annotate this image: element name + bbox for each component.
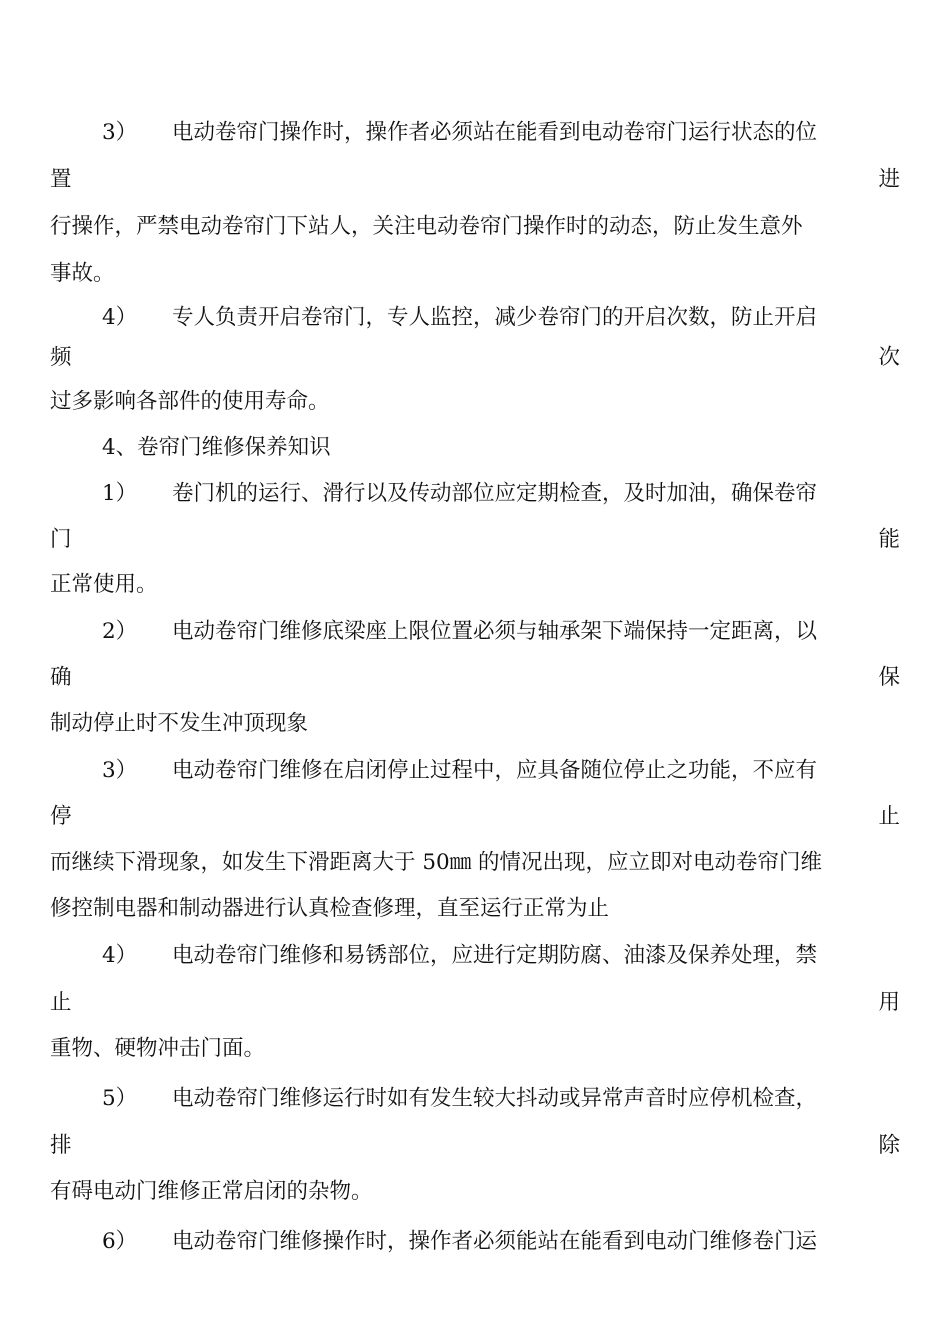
item-text: 电动卷帘门操作时，操作者必须站在能看到电动卷帘门运行状态的位: [172, 120, 818, 145]
continuation-line: [50, 893, 900, 925]
item-text: 电动卷帘门维修操作时，操作者必须能站在能看到电动门维修卷门运: [172, 1229, 818, 1254]
continuation-line: [50, 1033, 900, 1065]
split-left-char: 置: [50, 167, 72, 192]
item-first-line: [50, 1226, 900, 1258]
item-first-line: [50, 302, 900, 334]
item-text: 电动卷帘门维修底梁座上限位置必须与轴承架下端保持一定距离，以: [172, 619, 818, 644]
continuation-text: 修控制电器和制动器进行认真检查修理，直至运行正常为止: [50, 896, 610, 921]
justified-split-line: [50, 801, 900, 833]
split-right-char: 止: [878, 804, 900, 829]
continuation-text: 重物、硬物冲击门面。: [50, 1036, 266, 1061]
item-number: 4）: [102, 943, 138, 968]
section-heading-text: 4、卷帘门维修保养知识: [102, 435, 331, 460]
item-first-line: [50, 616, 900, 648]
continuation-text: 事故。: [50, 261, 115, 286]
split-left-char: 停: [50, 804, 72, 829]
item-first-line: [50, 1083, 900, 1115]
item-first-line: [50, 755, 900, 787]
justified-split-line: [50, 987, 900, 1019]
continuation-text: 行操作，严禁电动卷帘门下站人，关注电动卷帘门操作时的动态，防止发生意外: [50, 214, 803, 239]
justified-split-line: [50, 164, 900, 196]
split-right-char: 保: [878, 665, 900, 690]
continuation-text: 过多影响各部件的使用寿命。: [50, 389, 330, 414]
continuation-text: 正常使用。: [50, 572, 158, 597]
item-text: 电动卷帘门维修运行时如有发生较大抖动或异常声音时应停机检查，: [172, 1086, 818, 1111]
continuation-line: [50, 847, 900, 879]
justified-split-line: [50, 1130, 900, 1162]
item-first-line: [50, 940, 900, 972]
continuation-text: 制动停止时不发生冲顶现象: [50, 711, 309, 736]
continuation-line: [50, 386, 900, 418]
continuation-line: [50, 211, 900, 243]
justified-split-line: [50, 524, 900, 556]
continuation-line: [50, 569, 900, 601]
justified-split-line: [50, 342, 900, 374]
item-number: 6）: [102, 1229, 138, 1254]
continuation-line: [50, 258, 900, 290]
item-number: 2）: [102, 619, 138, 644]
item-number: 3）: [102, 120, 138, 145]
item-number: 4）: [102, 305, 138, 330]
split-right-char: 除: [878, 1133, 900, 1158]
item-number: 3）: [102, 758, 138, 783]
item-number: 1）: [102, 481, 138, 506]
item-text: 电动卷帘门维修在启闭停止过程中，应具备随位停止之功能，不应有: [172, 758, 818, 783]
split-right-char: 进: [878, 167, 900, 192]
split-right-char: 能: [878, 527, 900, 552]
item-first-line: [50, 117, 900, 149]
section-heading: [50, 432, 900, 464]
item-number: 5）: [102, 1086, 138, 1111]
item-text: 专人负责开启卷帘门，专人监控，减少卷帘门的开启次数，防止开启: [172, 305, 818, 330]
split-left-char: 门: [50, 527, 72, 552]
split-left-char: 排: [50, 1133, 72, 1158]
continuation-text: 有碍电动门维修正常启闭的杂物。: [50, 1179, 373, 1204]
split-left-char: 确: [50, 665, 72, 690]
continuation-text: 而继续下滑现象，如发生下滑距离大于 50㎜ 的情况出现，应立即对电动卷帘门维: [50, 850, 823, 875]
split-right-char: 次: [878, 345, 900, 370]
justified-split-line: [50, 662, 900, 694]
item-first-line: [50, 478, 900, 510]
item-text: 卷门机的运行、滑行以及传动部位应定期检查，及时加油，确保卷帘: [172, 481, 818, 506]
continuation-line: [50, 1176, 900, 1208]
split-right-char: 用: [878, 990, 900, 1015]
split-left-char: 止: [50, 990, 72, 1015]
split-left-char: 频: [50, 345, 72, 370]
item-text: 电动卷帘门维修和易锈部位，应进行定期防腐、油漆及保养处理，禁: [172, 943, 818, 968]
continuation-line: [50, 708, 900, 740]
